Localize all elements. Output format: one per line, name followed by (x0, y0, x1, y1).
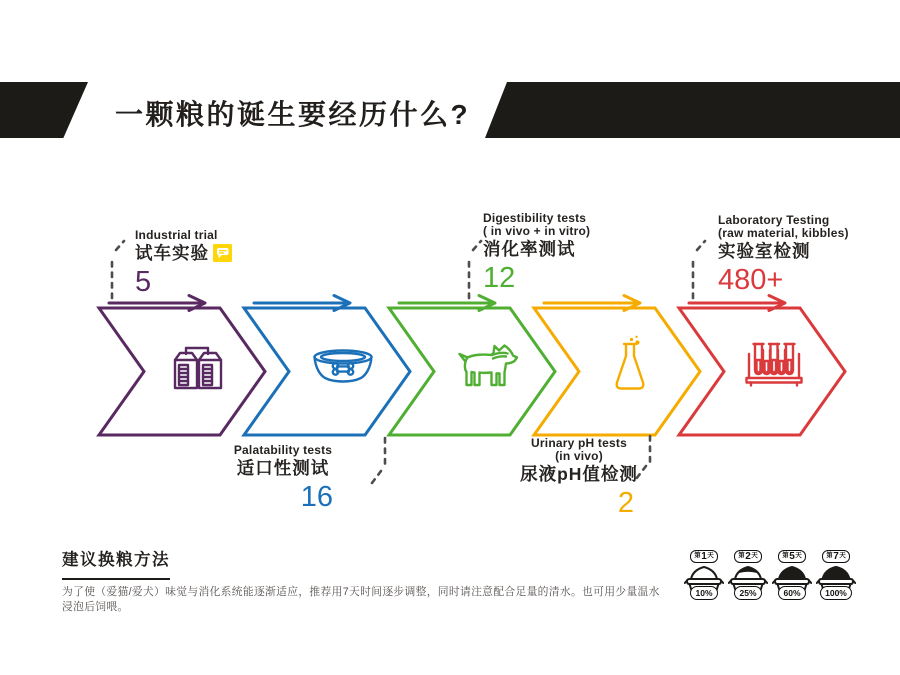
day-badge: 第 7 天 (822, 550, 850, 563)
stage-en-sublabel: ( in vivo + in vitro) (483, 224, 591, 238)
stage-en-sublabel: (raw material, kibbles) (718, 226, 849, 240)
stage-zh-label: 尿液pH值检测 (520, 464, 638, 484)
stage-urinary-ph-graphics (534, 296, 700, 436)
percent-badge: 60% (778, 586, 805, 600)
test-tubes-icon (747, 344, 802, 386)
chevron-palatability (244, 308, 410, 435)
day-icon-1 (684, 550, 724, 600)
stage-count: 16 (300, 481, 333, 513)
stage-en-sublabel: (in vivo) (555, 449, 603, 463)
transition-body-text: 为了使（爱猫/爱犬）味觉与消化系统能逐渐适应，推荐用7天时间逐步调整，同时请注意配合足量的清水。也可用少量温水浸泡后饲喂。 (62, 586, 660, 613)
stage-en-label: Digestibility tests (483, 211, 587, 225)
connector-laboratory (693, 241, 705, 298)
page-title: 一颗粮的诞生要经历什么? (115, 99, 471, 130)
stage-count: 5 (135, 266, 152, 298)
stage-en-label: Palatability tests (233, 443, 333, 457)
chevron-industrial-trial (99, 308, 265, 435)
stage-zh-label: 实验室检测 (718, 241, 811, 261)
stage-zh-label: 试车实验 (135, 243, 209, 263)
day-badge: 第 5 天 (778, 550, 806, 563)
stage-zh-label: 消化率测试 (483, 239, 576, 259)
percent-badge: 100% (820, 586, 852, 600)
day-icon-5 (772, 550, 812, 600)
connector-industrial-trial (112, 241, 124, 298)
stage-count: 2 (617, 487, 634, 519)
chevron-urinary-ph (534, 308, 700, 435)
stage-count: 480+ (718, 264, 784, 296)
comment-icon (213, 244, 232, 262)
day-badge: 第 1 天 (690, 550, 718, 563)
stage-en-label: Urinary pH tests (531, 436, 627, 450)
stage-label-digestibility (483, 212, 590, 293)
pet-bowl-icon (315, 351, 372, 382)
silos-icon (175, 348, 221, 388)
connector-palatability (372, 438, 385, 483)
percent-badge: 25% (734, 586, 761, 600)
percent-badge: 10% (690, 586, 717, 600)
day-icon-2 (728, 550, 768, 600)
flask-icon (617, 336, 644, 389)
transition-days (684, 550, 856, 600)
stage-en-label: Industrial trial (135, 228, 218, 242)
connector-digestibility (469, 241, 481, 298)
stage-en-label: Laboratory Testing (718, 213, 830, 227)
day-icon-7 (816, 550, 856, 600)
stage-industrial-trial-graphics (99, 296, 265, 436)
stage-label-industrial-trial (135, 229, 232, 297)
stage-zh-label: 适口性测试 (236, 458, 330, 478)
stage-label-laboratory (718, 214, 849, 295)
stage-palatability-graphics (244, 296, 410, 436)
stage-count: 12 (483, 262, 516, 294)
stage-label-urinary-ph (518, 437, 640, 518)
transition-heading: 建议换粮方法 (62, 546, 170, 580)
stage-laboratory-graphics (679, 296, 845, 436)
dog-icon (460, 346, 518, 386)
stage-label-palatability (227, 444, 339, 512)
day-badge: 第 2 天 (734, 550, 762, 563)
stage-digestibility-graphics (389, 296, 555, 436)
